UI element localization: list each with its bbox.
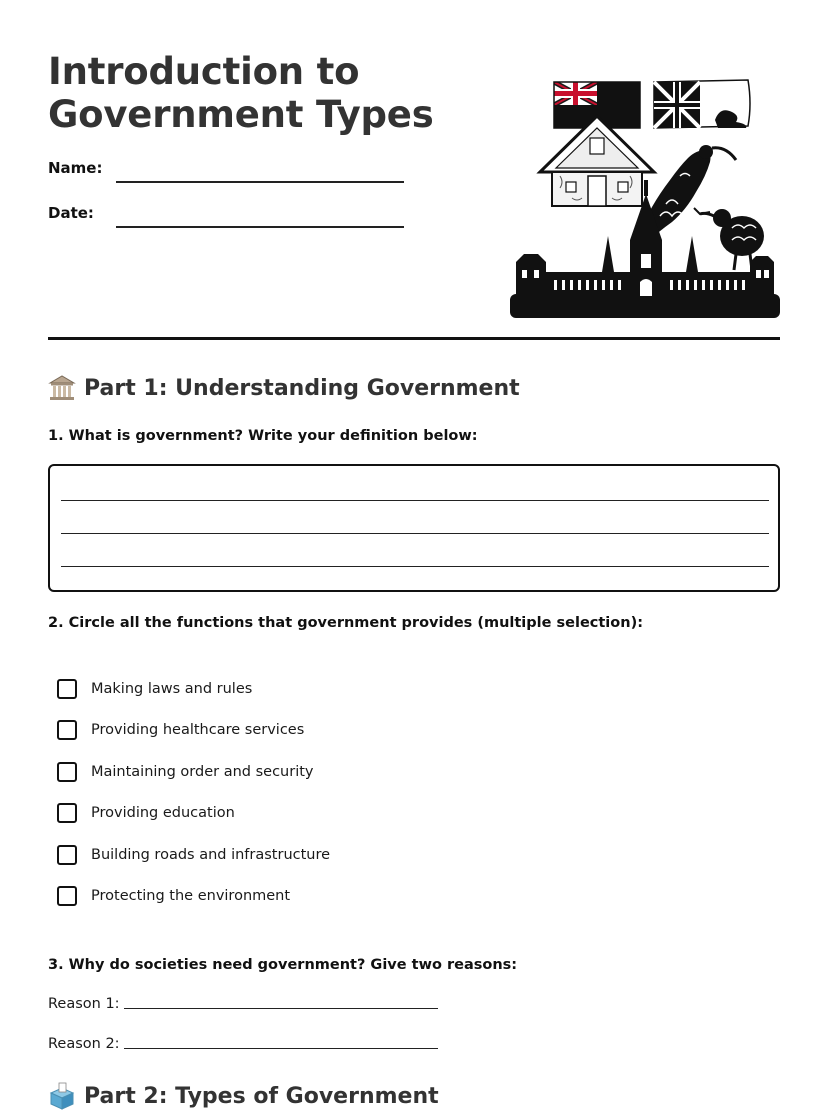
new-zealand-government-illustration bbox=[510, 76, 780, 319]
function-option[interactable] bbox=[57, 720, 304, 740]
option-checkbox[interactable] bbox=[57, 720, 77, 740]
classical-building-icon bbox=[48, 374, 76, 402]
option-label: Providing healthcare services bbox=[91, 722, 305, 738]
second-flag-icon bbox=[654, 80, 750, 128]
ballot-box-icon bbox=[48, 1082, 76, 1110]
title-line-2: Government Types bbox=[48, 93, 434, 136]
part-2-heading-text: Part 2: Types of Government bbox=[84, 1083, 439, 1109]
function-option[interactable] bbox=[57, 803, 235, 823]
answer-line bbox=[61, 566, 769, 567]
reason-1-label: Reason 1: bbox=[48, 996, 120, 1012]
part-1-heading-text: Part 1: Understanding Government bbox=[84, 375, 520, 401]
header-divider bbox=[48, 337, 780, 340]
option-checkbox[interactable] bbox=[57, 845, 77, 865]
definition-answer-box[interactable] bbox=[48, 464, 780, 592]
worksheet-title bbox=[48, 50, 434, 136]
question-3: 3. Why do societies need government? Give two reasons: bbox=[48, 957, 518, 973]
option-label: Providing education bbox=[91, 805, 235, 821]
part-2-heading bbox=[48, 1082, 439, 1110]
meeting-house-icon bbox=[540, 116, 654, 206]
reason-1-row bbox=[48, 996, 438, 1012]
option-checkbox[interactable] bbox=[57, 762, 77, 782]
answer-line bbox=[61, 533, 769, 534]
name-field[interactable] bbox=[116, 181, 404, 183]
function-option[interactable] bbox=[57, 762, 314, 782]
reason-2-row bbox=[48, 1036, 438, 1052]
question-1: 1. What is government? Write your definition below: bbox=[48, 428, 478, 444]
title-line-1: Introduction to bbox=[48, 50, 360, 93]
part-1-heading bbox=[48, 374, 520, 402]
function-option[interactable] bbox=[57, 886, 290, 906]
option-checkbox[interactable] bbox=[57, 803, 77, 823]
reason-2-field[interactable] bbox=[124, 1048, 438, 1049]
function-option[interactable] bbox=[57, 679, 252, 699]
function-option[interactable] bbox=[57, 845, 330, 865]
date-label: Date: bbox=[48, 204, 94, 222]
name-label: Name: bbox=[48, 159, 103, 177]
option-label: Building roads and infrastructure bbox=[91, 847, 331, 863]
option-checkbox[interactable] bbox=[57, 886, 77, 906]
option-label: Making laws and rules bbox=[91, 681, 253, 697]
option-checkbox[interactable] bbox=[57, 679, 77, 699]
reason-2-label: Reason 2: bbox=[48, 1036, 120, 1052]
date-field[interactable] bbox=[116, 226, 404, 228]
reason-1-field[interactable] bbox=[124, 1008, 438, 1009]
option-label: Maintaining order and security bbox=[91, 764, 314, 780]
answer-line bbox=[61, 500, 769, 501]
question-2: 2. Circle all the functions that government provides (multiple selection): bbox=[48, 615, 643, 631]
option-label: Protecting the environment bbox=[91, 888, 291, 904]
